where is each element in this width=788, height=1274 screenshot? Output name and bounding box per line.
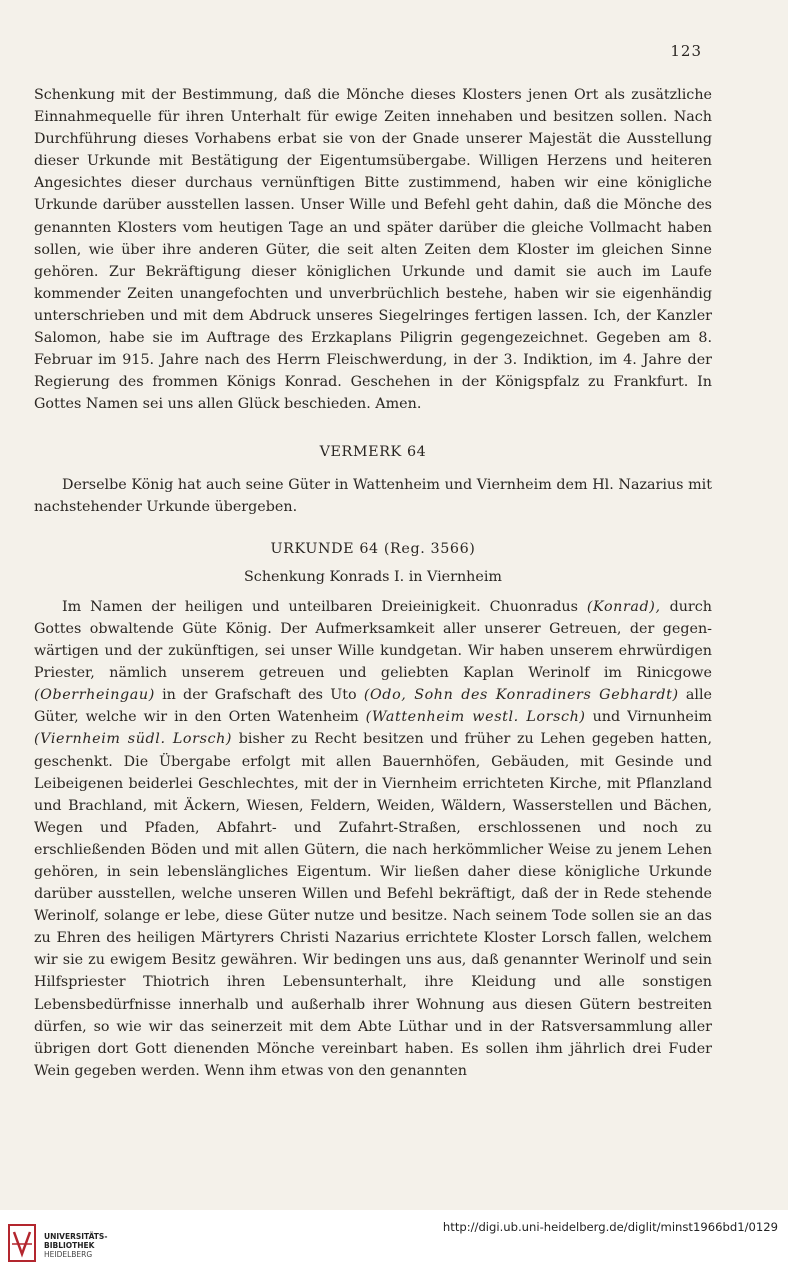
line: Sinne gehören. Zur Bekräftigung dieser königlichen Urkunde und damit sie auch im Laufe <box>34 241 712 280</box>
paragraph-vermerk: Derselbe König hat auch seine Güter in Wattenheim und Viernheim dem Hl. Nazarius mit nachstehender Urkunde übergeben. <box>34 476 712 515</box>
footer-bar <box>0 1210 788 1274</box>
text-run: Im Namen der heiligen und unteilbaren Dreieinigkeit. Chuonradus <box>62 598 587 615</box>
line: dieser Urkunde mit Bestätigung der Eigentumsübergabe. Willigen Herzens und heiteren <box>34 153 712 170</box>
page-number: 123 <box>670 42 702 60</box>
line: unterschrieben und mit dem Abdruck unseres Siegelringes fertigen lassen. Ich, der Kanzler <box>34 307 712 324</box>
text-run: bisher zu Recht besitzen und früher zu Lehen gegeben hatten, geschenkt. Die Übergabe erfolgt mit allen Bauernhöfen, Gebäuden, mit Gesinde und Leibeigenen beiderlei Geschlechtes, mit der in Viernheim errichteten Kirche, mit Pflanzland und Brachland, mit Äckern, Wiesen, Feldern, Weiden, Wäldern, Wasserstellen und Bächen, Wegen und Pfaden, Abfahrt- und Zufahrt-Straßen, erschlossenen und noch zu erschließenden Böden und mit allen Gütern, die nach herkömmlicher Weise zu jenem Lehen gehören, in sein lebenslängliches Eigentum. Wir ließen daher diese königliche Urkunde darüber ausstellen, welche unseren Willen und Befehl bekräftigt, daß der in Rede stehende Werinolf, solange er lebe, diese Güter nutze und besitze. Nach seinem Tode sollen sie an das zu Ehren des heiligen Märtyrers Christi Nazarius errichtete Kloster Lorsch fallen, welchem wir sie zu ewigem Besitz gewähren. Wir bedingen uns aus, daß genannter Werinolf und sein Hilfspriester Thiotrich ihren Lebensunterhalt, ihre Kleidung und alle sonstigen Lebensbedürfnisse innerhalb und außerhalb ihrer Wohnung aus diesen Gütern bestreiten dürfen, so wie wir das seinerzeit mit dem Abte Lüthar und in der Ratsversammlung aller übrigen dort Gott dienenden Mönche vereinbart haben. Es sollen ihm jährlich drei Fuder Wein gegeben werden. Wenn ihm etwas von den genannten <box>34 731 712 1079</box>
paragraph-urkunde <box>34 596 712 1082</box>
line: haben sollen, wie über ihre anderen Güter, die seit alten Zeiten dem Kloster im gleichen <box>34 219 712 258</box>
library-name-line: BIBLIOTHEK <box>44 1241 95 1250</box>
page-body <box>34 84 712 1082</box>
line: Salomon, habe sie im Auftrage des Erzkaplans Piligrin gegengezeichnet. Gegeben am <box>34 330 699 347</box>
italic-gloss: (Konrad), <box>586 598 661 615</box>
library-name-line: HEIDELBERG <box>44 1250 93 1259</box>
line: Urkunde darüber ausstellen lassen. Unser Wille und Befehl geht dahin, daß die Mönche <box>34 197 688 214</box>
line: der Regierung des frommen Königs Konrad. Geschehen in der Königspfalz zu Frankfurt. <box>34 352 712 391</box>
heading-vermerk: VERMERK 64 <box>319 444 427 461</box>
heading-urkunde: URKUNDE 64 (Reg. 3566) <box>270 540 476 557</box>
line: Durchführung dieses Vorhabens erbat sie von der Gnade unserer Majestät die Ausstellung <box>34 131 712 148</box>
line: kommender Zeiten unangefochten und unverbrüchlich bestehe, haben wir sie eigenhändig <box>34 285 712 302</box>
line: des genannten Klosters vom heutigen Tage an und später darüber die gleiche Vollmacht <box>34 197 712 236</box>
text-run: durch Gottes obwaltende Güte König. Der Aufmerksamkeit aller unserer Getreuen, der gegenwärtigen und der zukünftigen, sei unser Wille kundgetan. Wir haben unserem ehrwürdigen Priester, nämlich unserem getreuen und geliebten Kaplan Werinolf im Rinicgowe <box>34 598 712 682</box>
text-run: alle Güter, welche wir in den Orten Watenheim <box>34 687 712 726</box>
line: Angesichtes dieser durchaus vernünftigen Bitte zustimmend, haben wir eine königliche <box>34 175 712 192</box>
subheading-schenkung: Schenkung Konrads I. in Viernheim <box>244 568 502 585</box>
line: 8. Februar im 915. Jahre nach des Herrn Fleischwerdung, in der 3. Indiktion, im 4. Jahre <box>34 330 712 369</box>
italic-gloss: (Viernheim südl. Lorsch) <box>34 731 233 748</box>
italic-gloss: (Oberrheingau) <box>34 687 155 704</box>
paragraph-charter-conclusion <box>34 84 712 415</box>
text-run: in der Grafschaft des Uto <box>154 687 364 704</box>
university-library-logo-icon <box>8 1224 36 1262</box>
italic-gloss: (Wattenheim westl. Lorsch) <box>365 709 586 726</box>
line: In Gottes Namen sei uns allen Glück beschieden. Amen. <box>34 374 712 413</box>
line: Einnahmequelle für ihren Unterhalt für ewige Zeiten innehaben und besitzen sollen. Nach <box>34 109 712 126</box>
italic-gloss: (Odo, Sohn des Konradiners Gebhardt) <box>363 687 679 704</box>
library-name-line: UNIVERSITÄTS- <box>44 1232 108 1241</box>
source-url-link[interactable]: http://digi.ub.uni-heidelberg.de/diglit/minst1966bd1/0129 <box>442 1220 778 1234</box>
line: Schenkung mit der Bestimmung, daß die Mönche dieses Klosters jenen Ort als zusätzliche <box>34 87 712 103</box>
library-name <box>44 1232 107 1259</box>
text-run: und Virnunheim <box>585 709 712 726</box>
